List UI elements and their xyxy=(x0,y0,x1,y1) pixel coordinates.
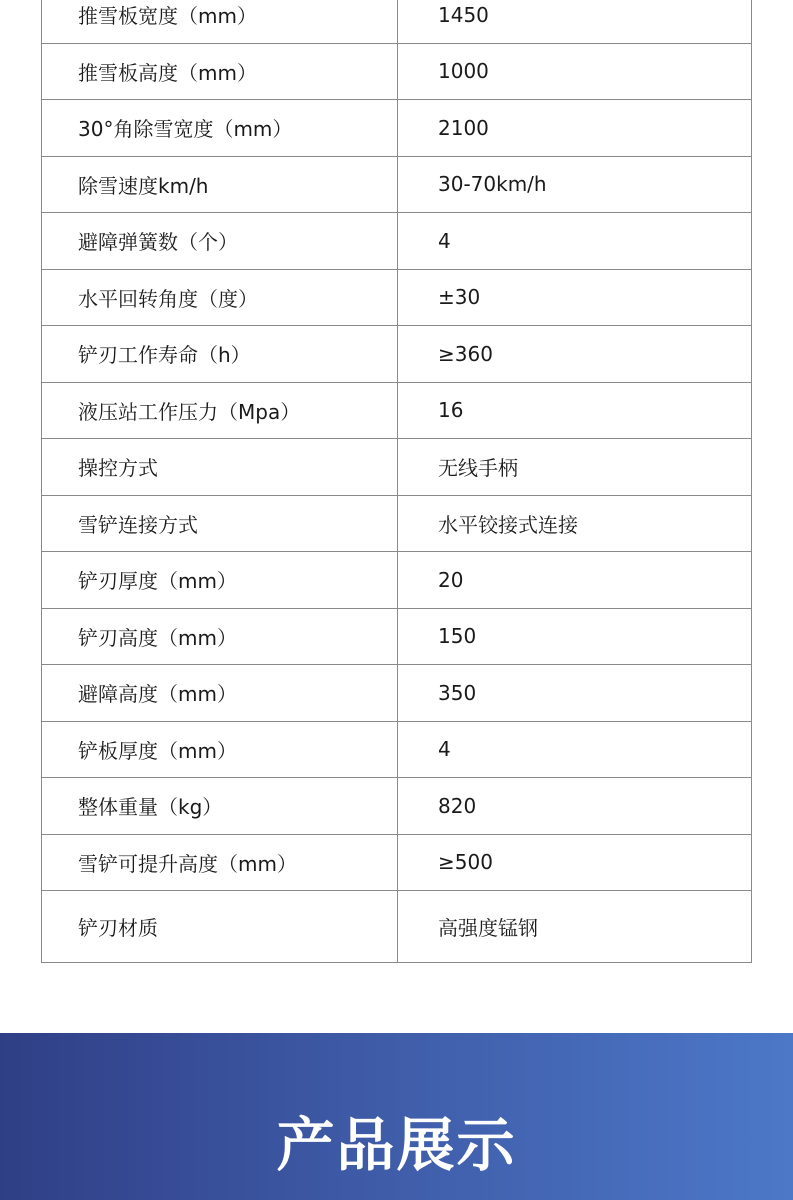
table-row xyxy=(42,552,752,609)
spec-label: 铲板厚度（mm） xyxy=(42,721,398,778)
table-row xyxy=(42,891,752,963)
spec-value: 16 xyxy=(398,382,752,439)
table-row xyxy=(42,778,752,835)
spec-value: 1000 xyxy=(398,43,752,100)
table-row xyxy=(42,100,752,157)
table-row xyxy=(42,608,752,665)
spec-label: 避障高度（mm） xyxy=(42,665,398,722)
spec-value: 150 xyxy=(398,608,752,665)
spec-value: ≥360 xyxy=(398,326,752,383)
spec-value: 水平铰接式连接 xyxy=(398,495,752,552)
spec-value: 4 xyxy=(398,213,752,270)
table-row xyxy=(42,156,752,213)
table-row xyxy=(42,0,752,43)
table-row xyxy=(42,721,752,778)
spec-value: 2100 xyxy=(398,100,752,157)
spec-label: 雪铲可提升高度（mm） xyxy=(42,834,398,891)
spec-value: 无线手柄 xyxy=(398,439,752,496)
spec-table xyxy=(41,0,752,963)
spec-label: 铲刃高度（mm） xyxy=(42,608,398,665)
spec-label: 铲刃厚度（mm） xyxy=(42,552,398,609)
spec-value: ±30 xyxy=(398,269,752,326)
table-row xyxy=(42,269,752,326)
spec-value: 350 xyxy=(398,665,752,722)
spec-label: 避障弹簧数（个） xyxy=(42,213,398,270)
spec-value: 高强度锰钢 xyxy=(398,891,752,963)
table-row xyxy=(42,665,752,722)
spec-label: 水平回转角度（度） xyxy=(42,269,398,326)
table-row xyxy=(42,326,752,383)
spec-value: 1450 xyxy=(398,0,752,43)
table-row xyxy=(42,834,752,891)
table-row xyxy=(42,43,752,100)
spec-label: 雪铲连接方式 xyxy=(42,495,398,552)
table-row xyxy=(42,439,752,496)
spec-value: ≥500 xyxy=(398,834,752,891)
spec-value: 30-70km/h xyxy=(398,156,752,213)
section-banner xyxy=(0,1033,793,1200)
spec-label: 除雪速度km/h xyxy=(42,156,398,213)
table-row xyxy=(42,382,752,439)
spec-label: 液压站工作压力（Mpa） xyxy=(42,382,398,439)
spec-value: 4 xyxy=(398,721,752,778)
spec-label: 推雪板高度（mm） xyxy=(42,43,398,100)
table-row xyxy=(42,213,752,270)
spec-label: 铲刃工作寿命（h） xyxy=(42,326,398,383)
spec-value: 820 xyxy=(398,778,752,835)
spec-label: 推雪板宽度（mm） xyxy=(42,0,398,43)
section-title: 产品展示 xyxy=(276,1111,517,1179)
table-row xyxy=(42,495,752,552)
spec-label: 30°角除雪宽度（mm） xyxy=(42,100,398,157)
spec-label: 操控方式 xyxy=(42,439,398,496)
spec-label: 整体重量（kg） xyxy=(42,778,398,835)
spec-label: 铲刃材质 xyxy=(42,891,398,963)
spec-value: 20 xyxy=(398,552,752,609)
